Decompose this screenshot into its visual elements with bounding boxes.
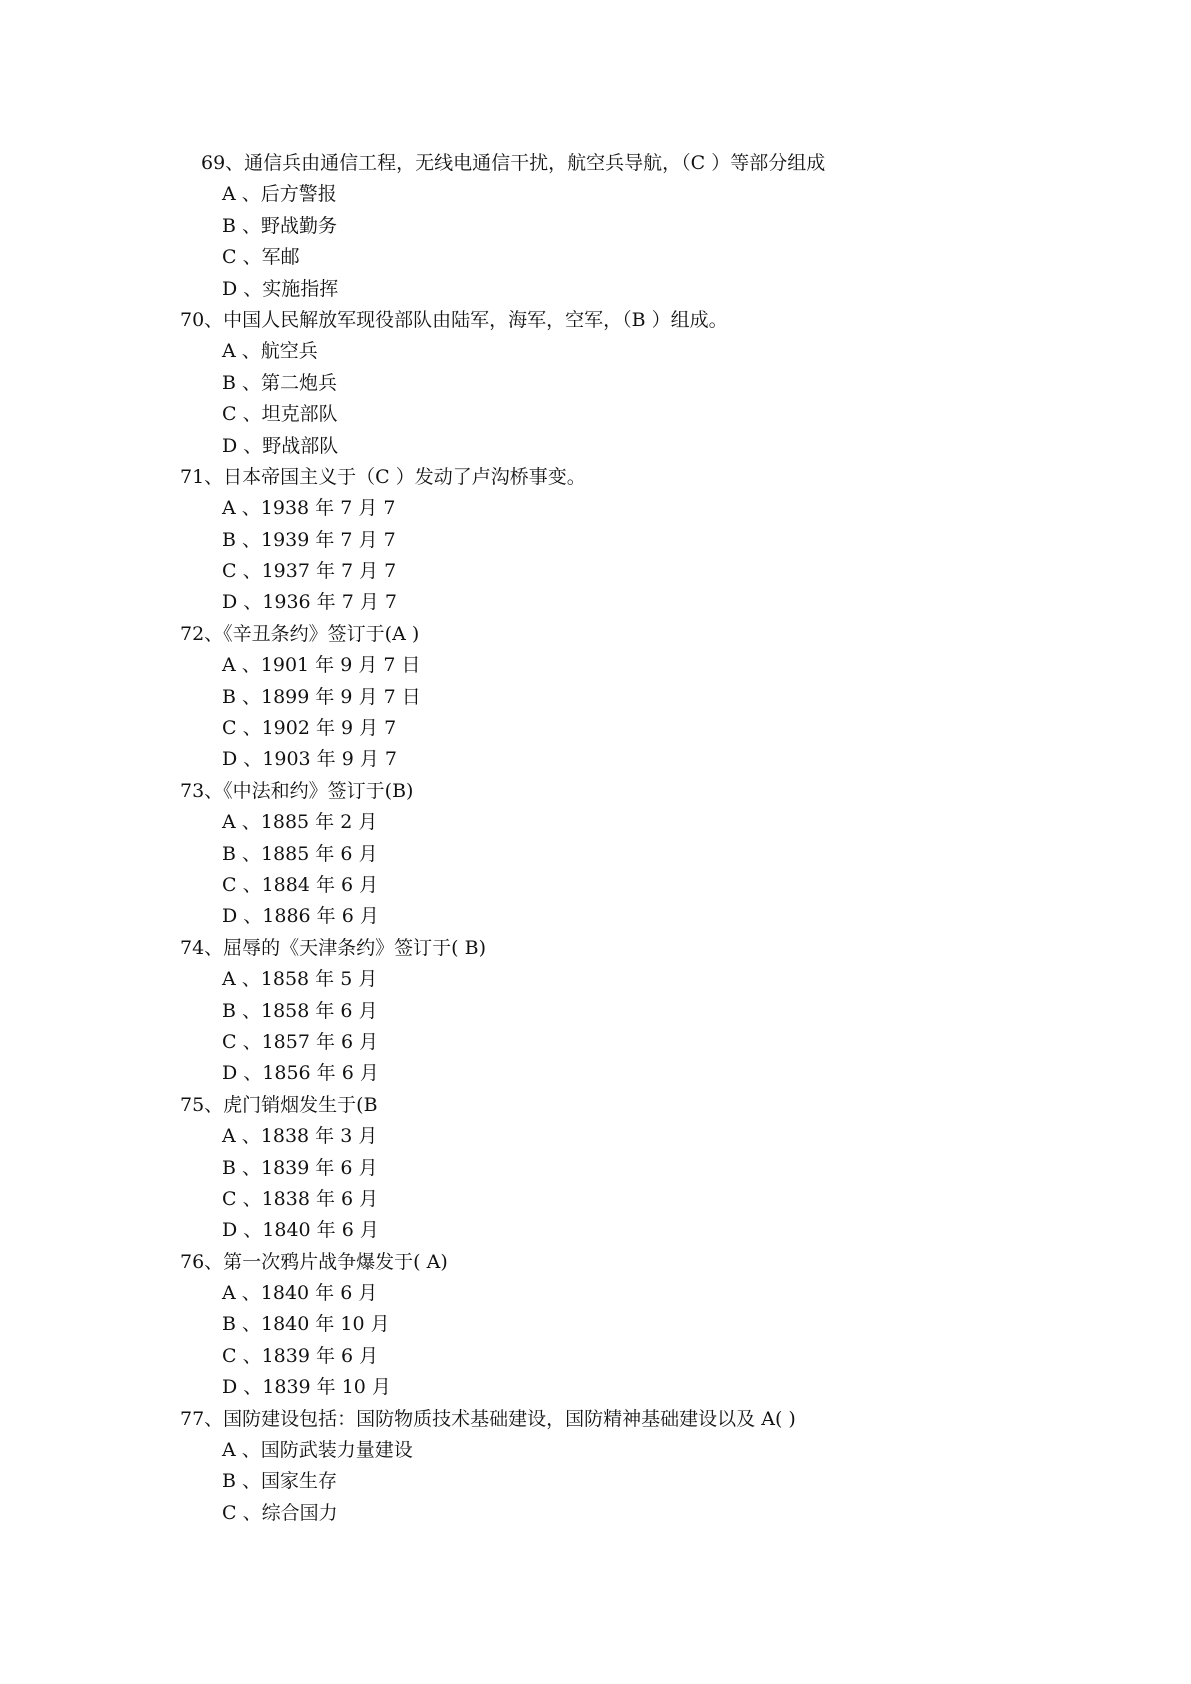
question-stem: 76、第一次鸦片战争爆发于( A) (180, 1250, 448, 1273)
option-c: C 、1937 年 7 月 7 (222, 560, 397, 583)
question-74 (0, 933, 1191, 1090)
option-d: D 、1839 年 10 月 (222, 1376, 391, 1399)
question-73 (0, 776, 1191, 933)
option-a: A 、国防武装力量建设 (222, 1439, 413, 1462)
option-d: D 、1886 年 6 月 (222, 905, 379, 928)
option-b: B 、第二炮兵 (222, 371, 338, 394)
option-c: C 、1838 年 6 月 (222, 1187, 379, 1210)
option-a: A 、1838 年 3 月 (222, 1125, 378, 1148)
question-stem: 69、通信兵由通信工程，无线电通信干扰，航空兵导航，（C ）等部分组成 (201, 152, 826, 174)
question-stem: 71、日本帝国主义于（C ）发动了卢沟桥事变。 (180, 465, 586, 488)
option-a: A 、1938 年 7 月 7 (222, 497, 396, 520)
question-stem: 72、《辛丑条约》签订于(A ) (180, 622, 420, 645)
option-a: A 、1858 年 5 月 (222, 968, 378, 991)
option-a: A 、1885 年 2 月 (222, 811, 378, 834)
option-c: C 、1857 年 6 月 (222, 1030, 379, 1053)
option-a: A 、后方警报 (222, 183, 337, 206)
question-77 (0, 1404, 1191, 1530)
option-d: D 、1903 年 9 月 7 (222, 748, 397, 771)
option-c: C 、1884 年 6 月 (222, 873, 379, 896)
option-b: B 、国家生存 (222, 1470, 338, 1493)
option-b: B 、野战勤务 (222, 214, 338, 237)
option-a: A 、1901 年 9 月 7 日 (222, 654, 421, 677)
question-69 (0, 148, 1191, 305)
question-70 (0, 305, 1191, 462)
option-c: C 、综合国力 (222, 1501, 338, 1524)
option-d: D 、野战部队 (222, 434, 339, 457)
question-75 (0, 1090, 1191, 1247)
option-c: C 、1902 年 9 月 7 (222, 717, 397, 740)
question-stem: 74、屈辱的《天津条约》签订于( B) (180, 936, 487, 959)
option-c: C 、军邮 (222, 246, 300, 269)
option-b: B 、1839 年 6 月 (222, 1156, 378, 1179)
option-d: D 、1936 年 7 月 7 (222, 591, 397, 614)
option-b: B 、1899 年 9 月 7 日 (222, 685, 421, 708)
question-stem: 77、国防建设包括：国防物质技术基础建设，国防精神基础建设以及 A( ) (180, 1407, 796, 1430)
question-72 (0, 619, 1191, 776)
option-c: C 、1839 年 6 月 (222, 1344, 379, 1367)
option-b: B 、1939 年 7 月 7 (222, 528, 396, 551)
question-stem: 70、中国人民解放军现役部队由陆军，海军，空军，（B ）组成。 (180, 308, 728, 331)
option-c: C 、坦克部队 (222, 403, 338, 426)
question-stem: 75、虎门销烟发生于(B (180, 1093, 378, 1116)
question-76 (0, 1247, 1191, 1404)
document-page (0, 148, 1191, 1529)
option-a: A 、航空兵 (222, 340, 318, 363)
option-d: D 、实施指挥 (222, 277, 339, 300)
option-d: D 、1856 年 6 月 (222, 1062, 379, 1085)
question-stem: 73、《中法和约》签订于(B) (180, 779, 414, 802)
option-d: D 、1840 年 6 月 (222, 1219, 379, 1242)
option-a: A 、1840 年 6 月 (222, 1282, 378, 1305)
question-71 (0, 462, 1191, 619)
option-b: B 、1858 年 6 月 (222, 999, 378, 1022)
option-b: B 、1885 年 6 月 (222, 842, 378, 865)
option-b: B 、1840 年 10 月 (222, 1313, 390, 1336)
